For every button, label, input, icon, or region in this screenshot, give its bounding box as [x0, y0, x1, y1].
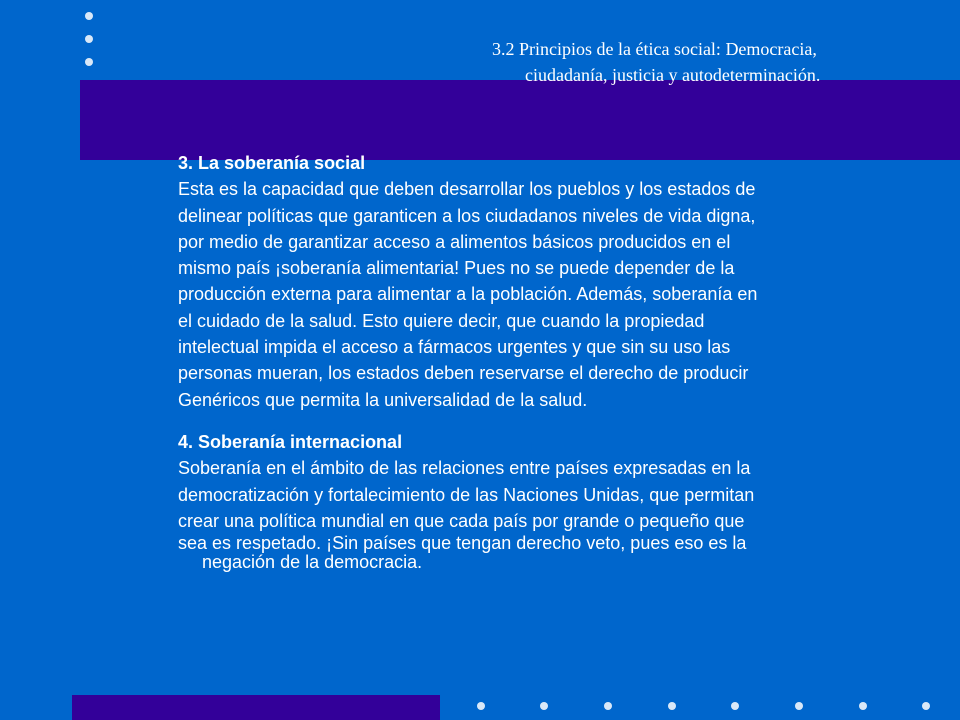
- section-3-heading: 3. La soberanía social: [178, 153, 366, 173]
- section-spacer: [178, 413, 918, 429]
- section-3-line: delinear políticas que garanticen a los ciudadanos niveles de vida digna,: [178, 205, 756, 226]
- footer-band: [72, 695, 440, 720]
- section-3-line: mismo país ¡soberanía alimentaria! Pues no se puede depender de la: [178, 258, 735, 279]
- section-3-line: producción externa para alimentar a la población. Además, soberanía en: [178, 284, 758, 305]
- decorative-dot: [922, 702, 930, 710]
- decorative-dot: [85, 12, 93, 20]
- slide-title-line-2: ciudadanía, justicia y autodeterminación.: [525, 65, 821, 85]
- decorative-dot: [85, 35, 93, 43]
- section-3-line: por medio de garantizar acceso a alimentos básicos producidos en el: [178, 231, 731, 252]
- section-4-heading: 4. Soberanía internacional: [178, 431, 403, 452]
- decorative-dot: [795, 702, 803, 710]
- decorative-dot: [859, 702, 867, 710]
- decorative-dot: [477, 702, 485, 710]
- decorative-dot: [85, 58, 93, 66]
- section-4-line: sea es respetado. ¡Sin países que tengan derecho veto, pues eso es la: [178, 533, 747, 554]
- section-4-line: democratización y fortalecimiento de las Naciones Unidas, que permitan: [178, 484, 755, 505]
- slide-title-line-1: 3.2 Principios de la ética social: Democracia,: [492, 39, 817, 59]
- section-4-line: Soberanía en el ámbito de las relaciones entre países expresadas en la: [178, 458, 751, 479]
- section-4-continuation: negación de la democracia.: [202, 552, 423, 573]
- title-band: [80, 80, 960, 160]
- section-4-line: crear una política mundial en que cada país por grande o pequeño que: [178, 510, 745, 531]
- section-3-line: Esta es la capacidad que deben desarrollar los pueblos y los estados de: [178, 179, 756, 200]
- decorative-dot: [540, 702, 548, 710]
- decorative-dot: [604, 702, 612, 710]
- slide-title: [480, 36, 940, 88]
- section-3-line: el cuidado de la salud. Esto quiere decir, que cuando la propiedad: [178, 310, 705, 331]
- section-3-line: Genéricos que permita la universalidad de la salud.: [178, 389, 588, 410]
- decorative-dot: [731, 702, 739, 710]
- section-3-line: intelectual impida el acceso a fármacos urgentes y que sin su uso las: [178, 337, 731, 358]
- section-3-line: personas mueran, los estados deben reservarse el derecho de producir: [178, 363, 749, 384]
- decorative-dot: [668, 702, 676, 710]
- slide-body: [178, 150, 918, 571]
